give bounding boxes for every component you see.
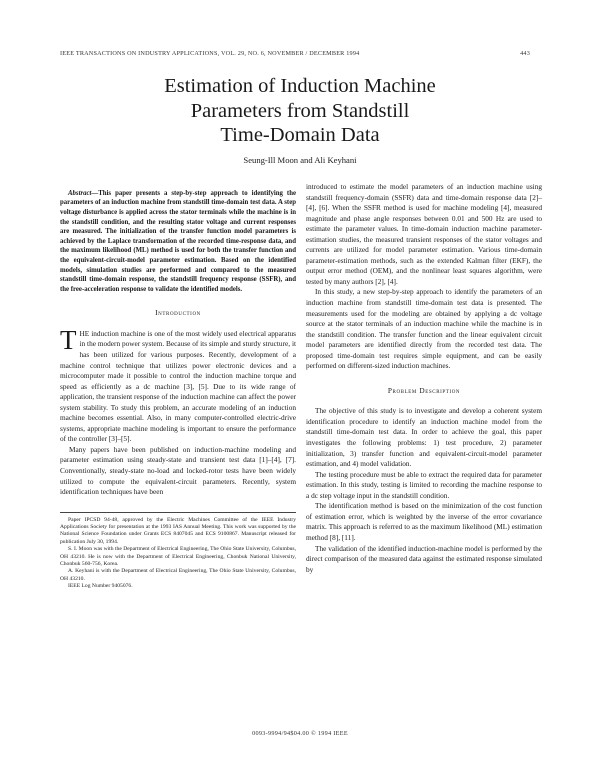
footnote-item: Paper IPCSD 94-48, approved by the Electric Machines Committee of the IEEE Industry Applications Society for presentation at the 1993 IAS Annual Meeting. This work was supported by the National Science Foundation under Grants ECS 8407045 and ECS 9100867. Manuscript released for publication July 30, 1994.: [60, 516, 296, 545]
abstract-text: This paper presents a step-by-step approach to identifying the parameters of an induction machine from standstill time-domain test data. A step voltage disturbance is applied across the stator terminals while the machine is in the standstill condition, and the resulting stator voltage and current responses are measured. The initialization of the transfer function model parameters is achieved by the Laplace transformation of the recorded time-response data, and the maximum likelihood (ML) method is used for both the transfer function and the equivalent-circuit-model parameter estimation. Based on the identified models, simulation studies are performed and compared to the measured standstill time-domain response, the standstill frequency response (SSFR), and the free-acceleration response to validate the identified models.: [60, 189, 296, 293]
right-column: [306, 182, 542, 575]
body-paragraph: In this study, a new step-by-step approach to identify the parameters of an induction machine from standstill time-domain test data is presented. The measurements used for the modeling are obtained by applying a dc voltage source at the stator terminals of an induction machine while the machine is in the standstill condition. The transfer function and the linear equivalent circuit model parameters are identified directly from the recorded test data. The proposed time-domain test requires simple equipment, and can be easily performed on different-sized induction machines.: [306, 287, 542, 371]
journal-citation: IEEE TRANSACTIONS ON INDUSTRY APPLICATIONS, VOL. 29, NO. 6, NOVEMBER / DECEMBER 1994: [60, 50, 360, 57]
body-paragraph: introduced to estimate the model parameters of an induction machine using standstill frequency-domain (SSFR) data and time-domain response data [2]–[4], [6]. When the SSFR method is used for machine modeling [4], measured magnitude and phase angle responses between 0.01 and 500 Hz are used to estimate the parameter values. In time-domain induction machine parameter-estimation studies, the measured transient responses of the stator voltages and currents are utilized for model parameter estimation. Various time-domain parameter-estimation methods, such as the extended Kalman filter (EKF), the output error method (OEM), and the nonlinear least squares algorithm, were tested by many authors [2], [4].: [306, 182, 542, 286]
copyright-footer: 0093-9994/94$04.00 © 1994 IEEE: [252, 730, 348, 737]
footnote-item: A. Keyhani is with the Department of Electrical Engineering, The Ohio State University, Columbus, OH 43210.: [60, 568, 296, 582]
authors: Seung-Ill Moon and Ali Keyhani: [243, 155, 357, 165]
footnote: [60, 512, 296, 591]
abstract: Abstract—This paper presents a step-by-step approach to identifying the parameters of an induction machine from standstill time-domain test data. A step voltage disturbance is applied across the stator terminals while the machine is in the standstill condition, and the resulting stator voltage and current responses are measured. The initialization of the transfer function model parameters is achieved by the Laplace transformation of the recorded time-response data, and the maximum likelihood (ML) method is used for both the transfer function and the equivalent-circuit-model parameter estimation. Based on the identified models, simulation studies are performed and compared to the measured standstill time-domain response, the standstill frequency response (SSFR), and the free-acceleration response to validate the identified models.: [60, 189, 296, 293]
running-header: [60, 50, 530, 57]
abstract-label: Abstract: [68, 189, 92, 197]
footnote-item: IEEE Log Number 9405076.: [68, 583, 133, 590]
footnote-item: S. I. Moon was with the Department of Electrical Engineering, The Ohio State University, Columbus, OH 43210. He is now with the Department of Electrical Engineering, Chonbuk National University, Chonbuk 560-756, Korea.: [60, 546, 296, 568]
body-paragraph: The identification method is based on the minimization of the cost function of estimation error, which is weighted by the inverse of the error covariance matrix. This approach is referred to as the maximum likelihood (ML) estimation method [8], [11].: [306, 501, 542, 542]
drop-cap: T: [60, 324, 77, 355]
intro-paragraph: Many papers have been published on induction-machine modeling and parameter estimation using steady-state and transient test data [1]–[4], [7]. Conventionally, steady-state no-load and locked-rotor tests have been widely utilized to compute the equivalent-circuit parameters. Recently, system identification techniques have been: [60, 444, 296, 497]
intro-paragraph: [60, 324, 296, 445]
page-number: 443: [520, 50, 530, 57]
intro-text: HE induction machine is one of the most widely used electrical apparatus in the modern power system. Because of its simple and sturdy structure, it has been utilized for various purposes. Recently, development of a machine control technique that utilizes power electronic devices and a microcomputer made it possible to control the induction machine torque and speed as efficiently as a dc machine [3], [5]. Due to its wide range of application, the transient response of the induction machine can affect the power system stability. To study this problem, an accurate modeling of an induction machine becomes essential. Also, in many computer-controlled electric-drive systems, appropriate machine modeling is important to ensure the performance of the controller [3]–[5].: [60, 328, 296, 444]
title-line: Estimation of Induction Machine: [164, 75, 436, 97]
section-heading-introduction: Introduction: [155, 308, 201, 318]
paper-title: [0, 74, 600, 148]
body-paragraph: The objective of this study is to investigate and develop a coherent system identification procedure to identify an induction machine model from the standstill time-domain test data. In order to achieve the goal, this paper investigates the following problems: 1) test procedure, 2) parameter initialization, 3) transfer function and equivalent-circuit-model parameter estimation, and 4) model validation.: [306, 406, 542, 469]
body-paragraph: The testing procedure must be able to extract the required data for parameter estimation. In this study, testing is limited to recording the machine response to a dc step voltage input in the standstill condition.: [306, 469, 542, 500]
title-line: Time-Domain Data: [220, 124, 380, 146]
section-heading-problem-description: Problem Description: [387, 385, 461, 395]
body-paragraph: The validation of the identified induction-machine model is performed by the direct comparison of the measured data against the estimated response simulated by: [306, 543, 542, 574]
title-line: Parameters from Standstill: [190, 99, 410, 122]
left-column: [60, 182, 296, 591]
